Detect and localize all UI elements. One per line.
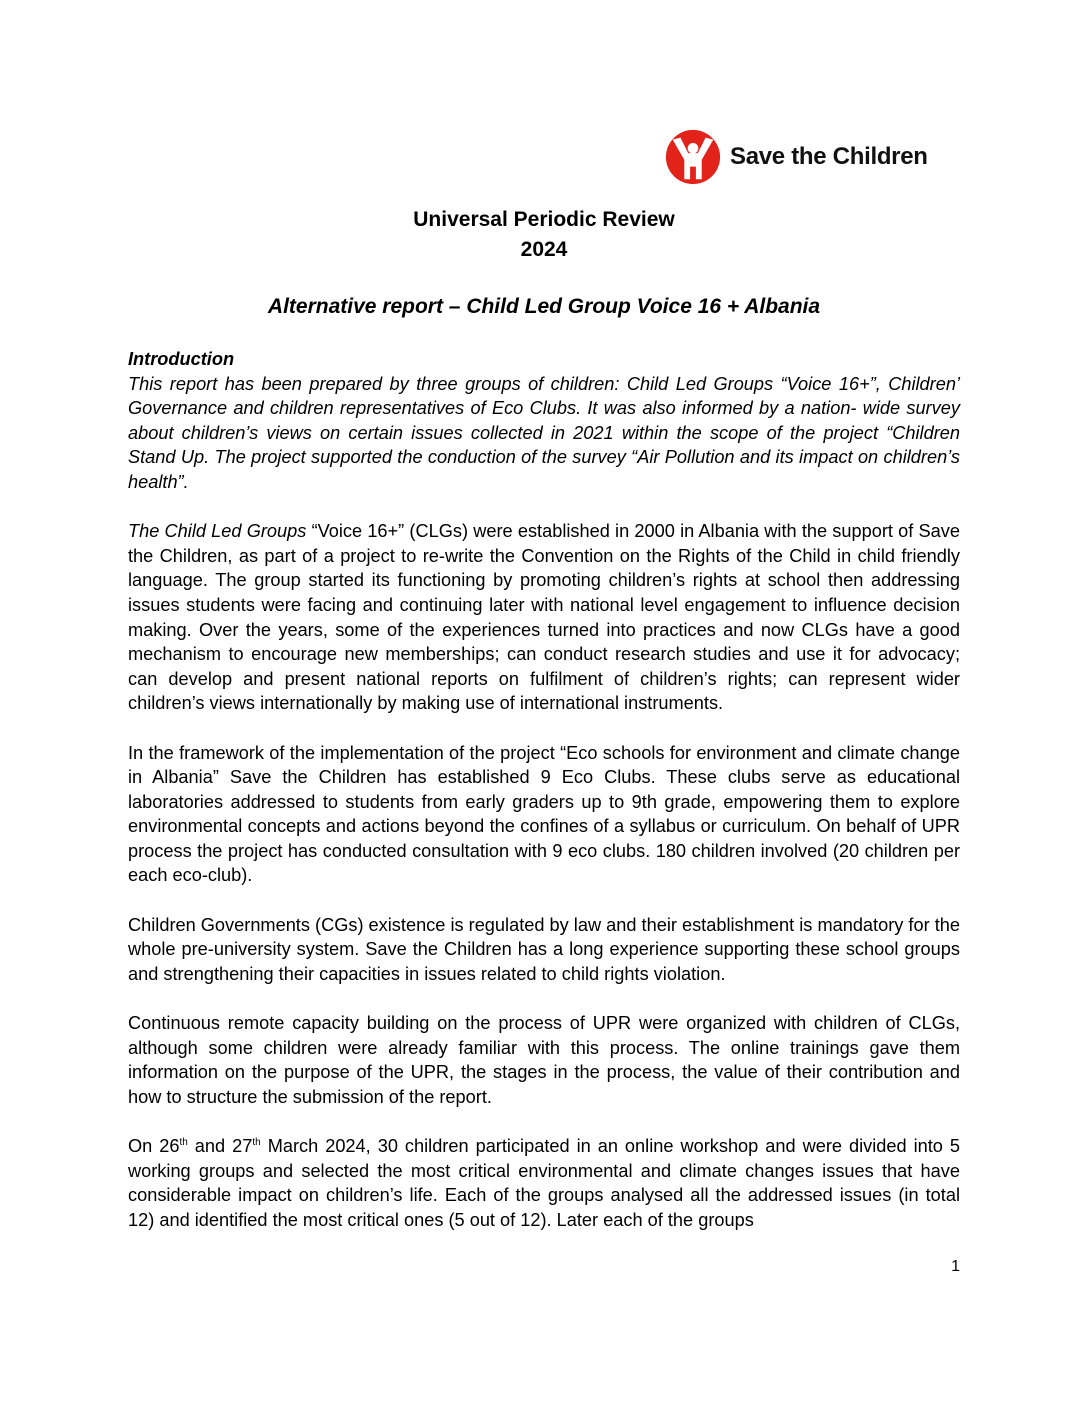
workshop-sup-2: th [252,1136,261,1148]
child-figure-icon [664,128,722,186]
paragraph-capacity-building: Continuous remote capacity building on the process of UPR were organized with children of CLGs, although some children were already familiar with this process. The online trainings gave them information on the purpose of the UPR, the stages in the process, the value of their contribution and how to structure the submission of the report. [128,1013,960,1107]
paragraph-workshop [128,1134,960,1232]
paragraph-clg [128,519,960,716]
page-title: Universal Periodic Review [413,208,675,231]
save-the-children-logo [664,126,944,188]
page-year: 2024 [520,238,568,261]
intro-heading: Introduction [128,349,235,369]
workshop-text-c: March 2024, 30 children participated in an online workshop and were divided into 5 working groups and selected the most critical environmental and climate changes issues that have considerable impact on children’s life. Each of the groups analysed all the addressed issues (in total 12) and identified the most critical ones (5 out of 12). Later each of the groups [128,1136,961,1230]
paragraph-eco-clubs: In the framework of the implementation of the project “Eco schools for environment and climate change in Albania” Save the Children has established 9 Eco Clubs. These clubs serve as educational laboratories addressed to students from early graders up to 9th grade, empowering them to explore environmental concepts and actions beyond the confines of a syllabus or curriculum. On behalf of UPR process the project has conducted consultation with 9 eco clubs. 180 children involved (20 children per each eco-club). [128,742,960,886]
page-subtitle: Alternative report – Child Led Group Voice 16 + Albania [267,295,821,318]
clg-text: “Voice 16+” (CLGs) were established in 2000 in Albania with the support of Save the Children, as part of a project to re-write the Convention on the Rights of the Child in child friendly language. The group started its functioning by promoting children’s rights at school then addressing issues students were facing and continuing later with national level engagement to influence decision making. Over the years, some of the experiences turned into practices and now CLGs have a good mechanism to encourage new memberships; can conduct research studies and use it for advocacy; can develop and present national reports on fulfilment of children’s rights; can represent wider children’s views internationally by making use of international instruments. [128,521,960,714]
workshop-sup-1: th [179,1136,188,1148]
workshop-text-b: and 27 [187,1136,253,1156]
report-body [128,347,960,1232]
clg-italic-lead: The Child Led Groups [128,521,307,542]
intro-paragraph: This report has been prepared by three groups of children: Child Led Groups “Voice 16+”, Children’ Governance and children representatives of Eco Clubs. It was also informed by a nation- wide survey about children’s views on certain issues collected in 2021 within the scope of the project “Children Stand Up. The project supported the conduction of the survey “Air Pollution and its impact on children’s health”. [128,373,960,492]
logo-text: Save the Children [730,143,928,170]
workshop-text-a: On 26 [128,1136,180,1156]
paragraph-children-governments: Children Governments (CGs) existence is regulated by law and their establishment is mandatory for the whole pre-university system. Save the Children has a long experience supporting these school groups and strengthening their capacities in issues related to child rights violation. [128,914,960,984]
page-number: 1 [951,1258,960,1275]
